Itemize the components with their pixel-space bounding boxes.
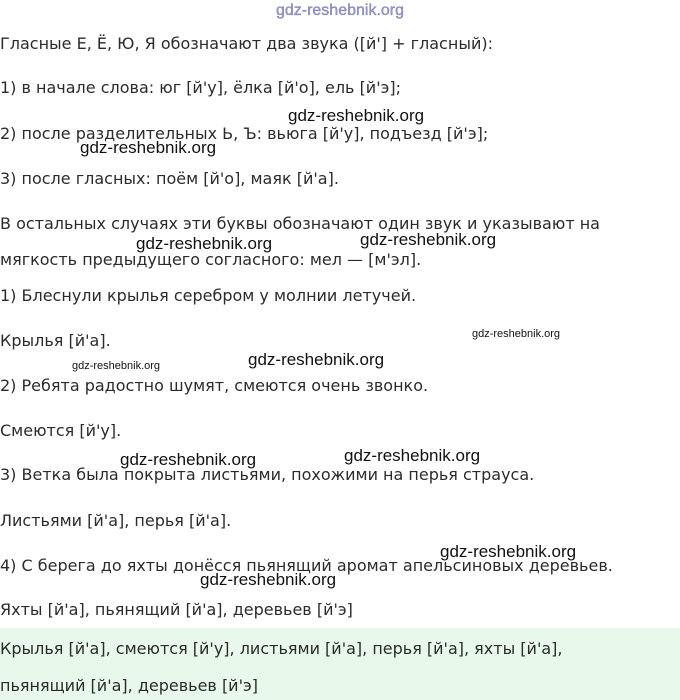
- answer-line-2: пьянящий [й'а], деревьев [й'э]: [0, 676, 258, 695]
- rule-item-2: 2) после разделительных Ь, Ъ: вьюга [й'у], подъезд [й'э];: [0, 124, 489, 143]
- watermark: gdz-reshebnik.org: [200, 570, 337, 589]
- sentence-3: 3) Ветка была покрыта листьями, похожими на перья страуса.: [0, 465, 535, 484]
- watermark: gdz-reshebnik.org: [72, 360, 161, 372]
- watermark: gdz-reshebnik.org: [344, 446, 481, 465]
- sentence-4: 4) С берега до яхты донёсся пьянящий аромат апельсиновых деревьев.: [0, 556, 613, 575]
- watermark: gdz-reshebnik.org: [360, 230, 497, 249]
- rule-item-1: 1) в начале слова: юг [й'у], ёлка [й'о], ель [й'э];: [0, 78, 402, 97]
- sentence-4-answer: Яхты [й'а], пьянящий [й'а], деревьев [й'э]: [0, 600, 353, 619]
- rule-heading: Гласные Е, Ё, Ю, Я обозначают два звука ([й'] + гласный):: [0, 34, 493, 53]
- rule-other-cases-cont: мягкость предыдущего согласного: мел — [м'эл].: [0, 250, 422, 269]
- rule-other-cases: В остальных случаях эти буквы обозначают один звук и указывают на: [0, 214, 600, 233]
- rule-item-3: 3) после гласных: поём [й'о], маяк [й'а].: [0, 169, 339, 188]
- answer-box: [0, 628, 680, 700]
- watermark: gdz-reshebnik.org: [120, 450, 257, 469]
- watermark: gdz-reshebnik.org: [472, 328, 561, 340]
- answer-line-1: Крылья [й'а], смеются [й'у], листьями [й'а], перья [й'а], яхты [й'а],: [0, 639, 563, 658]
- sentence-2-answer: Смеются [й'у].: [0, 421, 122, 440]
- watermark: gdz-reshebnik.org: [80, 138, 217, 157]
- sentence-3-answer: Листьями [й'а], перья [й'а].: [0, 511, 232, 530]
- watermark: gdz-reshebnik.org: [440, 542, 577, 561]
- watermark: gdz-reshebnik.org: [288, 106, 425, 125]
- sentence-2: 2) Ребята радостно шумят, смеются очень звонко.: [0, 376, 429, 395]
- sentence-1-answer: Крылья [й'а].: [0, 331, 111, 350]
- watermark: gdz-reshebnik.org: [248, 350, 385, 369]
- sentence-1: 1) Блеснули крылья серебром у молнии летучей.: [0, 286, 417, 305]
- watermark: gdz-reshebnik.org: [136, 234, 273, 253]
- watermark-header: gdz-reshebnik.org: [275, 2, 405, 19]
